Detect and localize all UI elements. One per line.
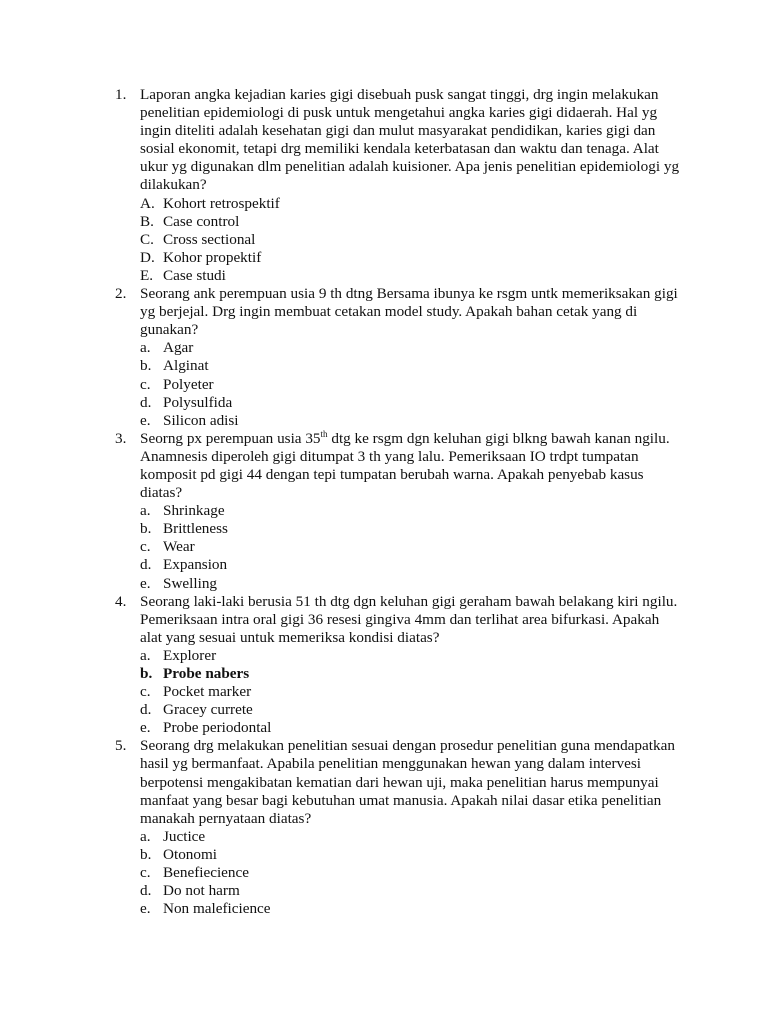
option-list (140, 339, 680, 429)
option-letter: C. (140, 230, 154, 248)
option-letter: c. (140, 375, 151, 393)
option-d (140, 249, 680, 267)
option-letter: c. (140, 538, 151, 556)
option-d (140, 556, 680, 574)
option-text: Probe periodontal (163, 719, 272, 737)
option-text: Brittleness (163, 520, 228, 538)
option-e (140, 412, 680, 430)
option-b (140, 357, 680, 375)
option-e (140, 719, 680, 737)
option-text: Pocket marker (163, 683, 252, 701)
option-c (140, 683, 680, 701)
option-letter: b. (140, 845, 152, 863)
question-number: 5. (115, 737, 127, 755)
option-a (140, 647, 680, 665)
option-text: Benefiecience (163, 864, 250, 882)
option-c (140, 864, 680, 882)
option-text: Polyeter (163, 375, 214, 393)
superscript-th: th (320, 428, 328, 439)
option-a (140, 195, 680, 213)
option-text: Kohor propektif (163, 248, 262, 266)
option-letter: E. (140, 266, 154, 284)
question-text: Laporan angka kejadian karies gigi disebuah pusk sangat tinggi, drg ingin melakukan penelitian epidemiologi di pusk untuk mengetahui angka karies gigi didaerah. Hal yg ingin diteliti adalah kesehatan gigi dan mulut masyarakat pendidikan, karies gigi dan sosial ekonomit, tetapi drg memiliki kendala keterbatasan dan waktu dan tenaga. Alat ukur yg digunakan dlm penelitian adalah kuisioner. Apa jenis penelitian epidemiologi yg dilakukan? (140, 86, 680, 194)
option-e (140, 900, 680, 918)
option-text: Do not harm (163, 882, 240, 900)
option-letter: d. (140, 556, 152, 574)
option-letter: D. (140, 248, 155, 266)
question-text-start: Seorng px perempuan usia 35 (140, 429, 321, 447)
option-a (140, 502, 680, 520)
option-text: Case control (163, 212, 240, 230)
option-text: Kohort retrospektif (163, 194, 280, 212)
question-5 (115, 737, 680, 918)
option-b (140, 213, 680, 231)
option-text: Case studi (163, 266, 226, 284)
option-text: Silicon adisi (163, 411, 239, 429)
option-list (140, 647, 680, 737)
option-text: Shrinkage (163, 502, 225, 520)
option-e (140, 575, 680, 593)
option-text: Swelling (163, 574, 218, 592)
option-b (140, 846, 680, 864)
option-list (140, 195, 680, 285)
question-number: 3. (115, 429, 127, 447)
option-text: Wear (163, 538, 195, 556)
option-text: Probe nabers (163, 665, 250, 682)
question-1 (115, 86, 680, 285)
option-text: Polysulfida (163, 393, 233, 411)
option-letter: e. (140, 574, 151, 592)
question-text (140, 430, 680, 502)
option-text: Cross sectional (163, 230, 256, 248)
question-4 (115, 593, 680, 738)
option-letter: e. (140, 900, 151, 918)
option-a (140, 339, 680, 357)
option-d (140, 882, 680, 900)
option-letter: b. (140, 520, 152, 538)
option-letter: d. (140, 882, 152, 900)
option-letter: d. (140, 701, 152, 719)
option-text: Gracey currete (163, 701, 253, 719)
option-letter: e. (140, 719, 151, 737)
option-e (140, 267, 680, 285)
question-number: 4. (115, 592, 127, 610)
option-c (140, 538, 680, 556)
option-c (140, 231, 680, 249)
option-letter: a. (140, 339, 151, 357)
option-text: Alginat (163, 357, 209, 375)
option-text: Otonomi (163, 845, 218, 863)
option-letter: d. (140, 393, 152, 411)
question-text: Seorang laki-laki berusia 51 th dtg dgn keluhan gigi geraham bawah belakang kiri ngilu. Pemeriksaan intra oral gigi 36 resesi gingiva 4mm dan terlihat area bifurkasi. Apakah alat yang sesuai untuk memeriksa kondisi diatas? (140, 592, 678, 646)
option-b (140, 520, 680, 538)
question-2 (115, 285, 680, 430)
option-list (140, 828, 680, 918)
option-letter: A. (140, 194, 155, 212)
question-number: 2. (115, 285, 127, 303)
question-text-rest: dtg ke rsgm dgn keluhan gigi blkng bawah kanan ngilu. Anamnesis diperoleh gigi ditumpat 3 th yang lalu. Pemeriksaan IO trdpt tumpatan komposit pd gigi 44 dengan tepi tumpatan berubah warna. Apakah penyebab kasus diatas? (140, 429, 670, 502)
question-3 (115, 430, 680, 593)
option-text: Expansion (163, 556, 228, 574)
option-letter: e. (140, 411, 151, 429)
option-text: Non maleficience (163, 900, 271, 918)
option-letter: b. (140, 665, 153, 682)
option-c (140, 376, 680, 394)
option-a (140, 828, 680, 846)
option-letter: b. (140, 357, 152, 375)
option-letter: a. (140, 827, 151, 845)
option-letter: a. (140, 502, 151, 520)
option-b-highlighted (140, 665, 680, 683)
option-letter: a. (140, 646, 151, 664)
option-d (140, 394, 680, 412)
question-text: Seorang drg melakukan penelitian sesuai dengan prosedur penelitian guna mendapatkan hasil yg bermanfaat. Apabila penelitian menggunakan hewan yang dalam intervesi berpotensi mengakibatan kematian dari hewan uji, maka penelitian harus mempunyai manfaat yang besar bagi kebutuhan umat manusia. Apakah nilai dasar etika penelitian manakah pernyataan diatas? (140, 737, 675, 827)
option-text: Explorer (163, 646, 217, 664)
option-list (140, 502, 680, 592)
option-letter: c. (140, 683, 151, 701)
option-letter: B. (140, 212, 154, 230)
question-text: Seorang ank perempuan usia 9 th dtng Bersama ibunya ke rsgm untk memeriksakan gigi yg berjejal. Drg ingin membuat cetakan model study. Apakah bahan cetak yang di gunakan? (140, 285, 678, 339)
option-text: Juctice (163, 827, 206, 845)
option-d (140, 701, 680, 719)
option-letter: c. (140, 864, 151, 882)
option-text: Agar (163, 339, 194, 357)
question-number: 1. (115, 86, 127, 103)
document-body (115, 86, 680, 918)
